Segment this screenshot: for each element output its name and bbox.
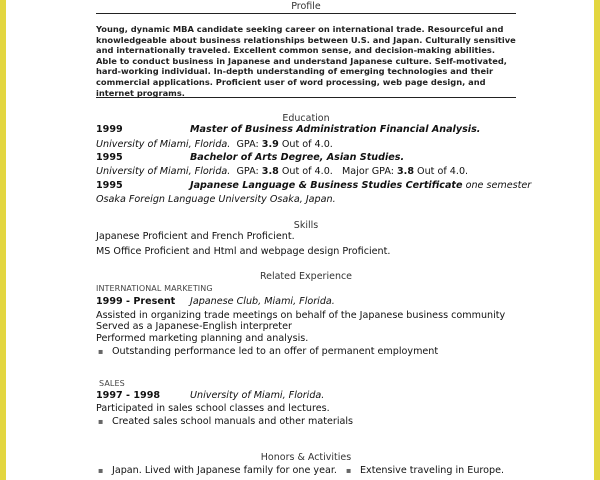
job-header: [96, 390, 324, 401]
job-dates: 1997 - 1998: [96, 390, 161, 401]
skill-line: Japanese Proficient and French Proficient.: [96, 231, 295, 242]
education-school-3: [96, 194, 336, 205]
gpa-label: GPA:: [236, 139, 262, 150]
profile-title: Profile: [291, 1, 321, 12]
education-school-1: [96, 139, 333, 150]
education-school: Osaka Foreign Language University Osaka, Japan.: [96, 194, 336, 205]
education-degree: Japanese Language & Business Studies Certificate: [190, 180, 463, 191]
education-title: Education: [282, 113, 330, 124]
page-border-left: [0, 0, 6, 480]
job-detail-line: Served as a Japanese-English interpreter: [96, 321, 292, 332]
major-gpa-label: Major GPA:: [342, 166, 397, 177]
honors-title: Honors & Activities: [260, 452, 352, 463]
education-degree: Master of Business Administration Financial Analysis.: [190, 124, 481, 135]
education-year: 1995: [96, 180, 123, 191]
honor-text: Extensive traveling in Europe.: [360, 465, 505, 476]
honor-item: [346, 465, 504, 476]
honor-item: [98, 465, 337, 476]
honor-text: Japan. Lived with Japanese family for one year.: [112, 465, 337, 476]
experience-title: Related Experience: [259, 271, 353, 282]
page-border-right: [594, 0, 600, 480]
education-degree: Bachelor of Arts Degree, Asian Studies.: [190, 152, 405, 163]
major-gpa-value: 3.8: [397, 166, 414, 177]
education-school-2: [96, 166, 468, 177]
education-school: University of Miami, Florida.: [96, 139, 231, 150]
square-bullet-icon: ▪: [98, 417, 104, 426]
skill-line: MS Office Proficient and Html and webpage design Proficient.: [96, 246, 391, 257]
education-entry-2: [96, 152, 404, 163]
job-header: [96, 296, 335, 307]
job-detail-line: Assisted in organizing trade meetings on behalf of the Japanese business community: [96, 310, 506, 321]
education-year: 1995: [96, 152, 123, 163]
gpa-value: 3.8: [261, 166, 279, 177]
education-entry-3: [96, 180, 531, 191]
square-bullet-icon: ▪: [98, 347, 104, 356]
job-detail-line: Performed marketing planning and analysis.: [96, 333, 309, 344]
job-dates: 1999 - Present: [96, 296, 176, 307]
job-category: INTERNATIONAL MARKETING: [96, 284, 213, 293]
job-bullet: [98, 346, 438, 357]
profile-top-rule: [96, 13, 516, 14]
education-degree-suffix: one semester: [462, 180, 532, 191]
gpa-value: 3.9: [261, 139, 279, 150]
job-employer: University of Miami, Florida.: [190, 390, 325, 401]
gpa-rest: Out of 4.0.: [278, 139, 333, 150]
profile-bottom-rule: [96, 97, 516, 98]
major-gpa-rest: Out of 4.0.: [414, 166, 469, 177]
resume-page: [96, 0, 532, 480]
skills-title: Skills: [293, 220, 319, 231]
education-entry-1: [96, 124, 480, 135]
job-bullet-text: Created sales school manuals and other materials: [112, 416, 354, 427]
gpa-rest: Out of 4.0.: [278, 166, 333, 177]
education-year: 1999: [96, 124, 123, 135]
job-bullet-text: Outstanding performance led to an offer of permanent employment: [112, 346, 439, 357]
job-employer: Japanese Club, Miami, Florida.: [190, 296, 335, 307]
job-bullet: [98, 416, 353, 427]
education-school: University of Miami, Florida.: [96, 166, 231, 177]
job-category: SALES: [99, 379, 125, 388]
square-bullet-icon: ▪: [98, 466, 104, 475]
gpa-label: GPA:: [236, 166, 262, 177]
square-bullet-icon: ▪: [346, 466, 352, 475]
job-detail-line: Participated in sales school classes and lectures.: [96, 403, 330, 414]
profile-summary: Young, dynamic MBA candidate seeking career on international trade. Resourceful and knowledgeable about business relationships between U.S. and Japan. Culturally sensitive and internationally traveled. Excellent common sense, and decision-making abilities. Able to conduct business in Japanese and understand Japanese culture. Self-motivated, hard-working individual. In-depth understanding of emerging technologies and their commercial applications. Proficient user of word processing, web page design, and internet programs.: [96, 24, 516, 98]
